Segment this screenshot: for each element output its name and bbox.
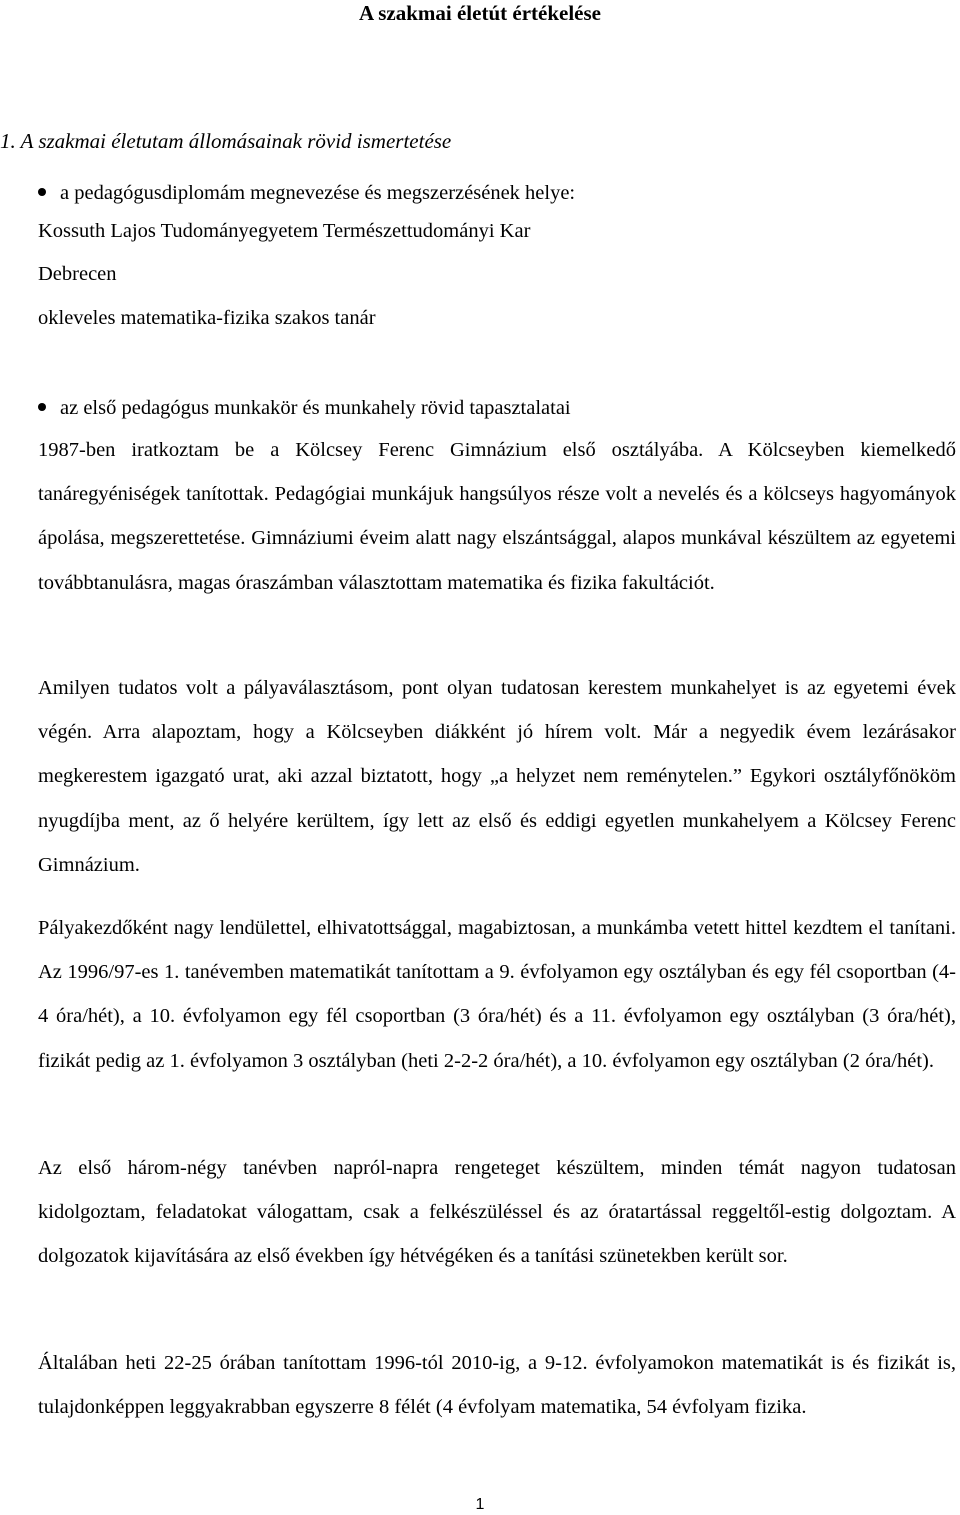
paragraph: Pályakezdőként nagy lendülettel, elhivatottsággal, magabiztosan, a munkámba vetett hittel kezdtem el tanítani. Az 1996/97-es 1. tanévemben matematikát tanítottam a 9. évfolyamon egy osztályban és egy fél csoportban (4-4 óra/hét), a 10. évfolyamon egy fél csoportban (3 óra/hét) és a 11. évfolyamon egy osztályban (3 óra/hét), fizikát pedig az 1. évfolyamon 3 osztályban (heti 2-2-2 óra/hét), a 10. évfolyamon egy osztályban (2 óra/hét). (38, 917, 956, 1072)
paragraph: Az első három-négy tanévben napról-napra rengeteget készültem, minden témát nagyon tudatosan kidolgoztam, feladatokat válogattam, csak a felkészüléssel és az óratartással reggeltől-estig dolgoztam. A dolgozatok kijavítására az első években így hétvégéken és a tanítási szünetekben került sor. (38, 1157, 956, 1268)
bullet-icon (38, 188, 46, 196)
paragraph: 1987-ben iratkoztam be a Kölcsey Ferenc Gimnázium első osztályába. A Kölcseyben kiemelkedő tanáregyéniségek tanítottak. Pedagógiai munkájuk hangsúlyos része volt a nevelés és a kölcseys hagyományok ápolása, megszerettetése. Gimnáziumi éveim alatt nagy elszántsággal, alapos munkával készültem az egyetemi továbbtanulásra, magas óraszámban választottam matematika és fizika fakultációt. (38, 439, 956, 594)
page-number: 1 (475, 1496, 485, 1513)
bullet-icon (38, 403, 46, 411)
bullet-item-diploma (38, 180, 575, 206)
section-heading: 1. A szakmai életutam állomásainak rövid ismertetése (0, 129, 452, 153)
bullet-item-first-job (38, 395, 571, 421)
paragraph: Amilyen tudatos volt a pályaválasztásom, pont olyan tudatosan kerestem munkahelyet is az egyetemi évek végén. Arra alapoztam, hogy a Kölcseyben diákként jó hírem volt. Már a negyedik évem lezárásakor megkerestem igazgató urat, aki azzal biztatott, hogy „a helyzet nem reménytelen.” Egykori osztályfőnököm nyugdíjba ment, az ő helyére kerültem, így lett az első és eddigi egyetlen munkahelyem a Kölcsey Ferenc Gimnázium. (38, 677, 956, 876)
bullet-label: a pedagógusdiplomám megnevezése és megszerzésének helye: (60, 182, 576, 204)
paragraph: Általában heti 22-25 órában tanítottam 1996-tól 2010-ig, a 9-12. évfolyamokon matematikát is és fizikát is, tulajdonképpen leggyakrabban egyszerre 8 félét (4 évfolyam matematika, 54 évfolyam fizika. (38, 1352, 956, 1419)
document-title: A szakmai életút értékelése (358, 1, 601, 25)
diploma-line: Kossuth Lajos Tudományegyetem Természettudományi Kar (38, 220, 531, 242)
bullet-label: az első pedagógus munkakör és munkahely rövid tapasztalatai (60, 397, 571, 419)
diploma-line: Debrecen (38, 263, 117, 285)
diploma-line: okleveles matematika-fizika szakos tanár (38, 307, 376, 329)
